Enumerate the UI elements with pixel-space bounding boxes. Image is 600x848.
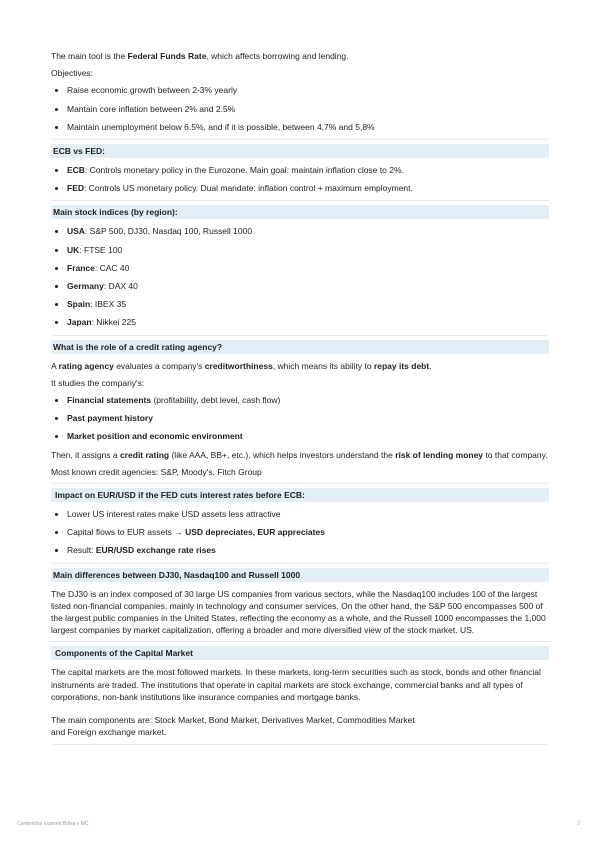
page-number: 2 — [577, 821, 580, 827]
divider — [51, 744, 549, 745]
rating-assign-paragraph: Then, it assigns a credit rating (like AAA, BB+, etc.), which helps investors understand the risk of lending money to that company. — [51, 449, 548, 460]
list-item: • FED: Controls US monetary policy. Dual mandate: inflation control + maximum employment. — [67, 182, 549, 194]
main-tool-paragraph: The main tool is the Federal Funds Rate, which affects borrowing and lending. — [51, 51, 349, 61]
list-item: • Lower US interest rates make USD assets less attractive — [67, 508, 549, 520]
section-heading-ecb-fed: ECB vs FED: — [51, 144, 549, 158]
list-item: • Japan: Nikkei 225 — [67, 316, 549, 328]
list-item: • Capital flows to EUR assets → USD depreciates, EUR appreciates — [67, 526, 549, 538]
section-heading-rating: What is the role of a credit rating agency? — [51, 340, 549, 354]
list-item: • Spain: IBEX 35 — [67, 298, 549, 310]
list-item: • Financial statements (profitability, debt level, cash flow) — [67, 394, 549, 406]
indices-list — [51, 225, 549, 328]
impact-list — [51, 508, 549, 557]
list-item: • Market position and economic environment — [67, 430, 549, 442]
objectives-list — [51, 84, 549, 133]
list-item: • UK: FTSE 100 — [67, 244, 549, 256]
section-heading-indices: Main stock indices (by region): — [51, 205, 549, 219]
list-item: • Past payment history — [67, 412, 549, 424]
footer-title: Contenidos examen Bolsa y MC — [17, 821, 89, 827]
section-heading-capital: Components of the Capital Market — [51, 646, 549, 660]
rating-paragraph: A rating agency evaluates a company's creditworthiness, which means its ability to repay its debt. — [51, 360, 432, 371]
differences-paragraph: The DJ30 is an index composed of 30 large US companies from various sectors, while the Nasdaq100 includes 100 of the largest listed non-financial companies, mainly in technology and consumer services. On the other hand, the S&P 500 encompasses 500 of the largest public companies in the United States, reflecting the economy as a whole, and the Russell 1000 encompasses the 1,000 largest companies by market capitalization, offering a broader and more diversified view of the stock market. US. — [51, 588, 546, 636]
objectives-label: Objectives: — [51, 68, 94, 79]
capital-components-paragraph: The main components are: Stock Market, Bond Market, Derivatives Market, Commodities Market and Foreign exchange market. — [51, 715, 415, 738]
rating-studies-label: It studies the company's: — [51, 377, 145, 388]
document-content — [51, 50, 549, 749]
divider — [51, 641, 549, 642]
rating-agencies-paragraph: Most known credit agencies: S&P, Moody's, Fitch Group — [51, 466, 262, 477]
rating-list — [51, 394, 549, 443]
capital-paragraph: The capital markets are the most followed markets. In these markets, long-term securities such as stock, bonds and other financial instruments are traded. The institutions that operate in capital markets are stock exchange, commercial banks and all types of corporations, non-bank institutions like insurance companies and mortgage banks. — [51, 667, 541, 702]
divider — [51, 483, 549, 484]
divider — [51, 335, 549, 336]
section-heading-differences: Main differences between DJ30, Nasdaq100 and Russell 1000 — [51, 568, 549, 582]
ecb-fed-list — [51, 164, 549, 194]
list-item: • Raise economic growth between 2-3% yearly — [67, 84, 549, 96]
list-item: • Result: EUR/USD exchange rate rises — [67, 544, 549, 556]
divider — [51, 139, 549, 140]
list-item: • Mantain core inflation between 2% and 2.5% — [67, 103, 549, 115]
list-item: • USA: S&P 500, DJ30, Nasdaq 100, Russell 1000 — [67, 225, 549, 237]
list-item: • Maintain unemployment below 6.5%, and if it is possible, between 4,7% and 5,8% — [67, 121, 549, 133]
list-item: • Germany: DAX 40 — [67, 280, 549, 292]
divider — [51, 200, 549, 201]
list-item: • France: CAC 40 — [67, 262, 549, 274]
divider — [51, 563, 549, 564]
list-item: • ECB: Controls monetary policy in the Eurozone. Main goal: maintain inflation close to 2%. — [67, 164, 549, 176]
section-heading-impact: Impact on EUR/USD if the FED cuts interest rates before ECB: — [51, 488, 549, 502]
